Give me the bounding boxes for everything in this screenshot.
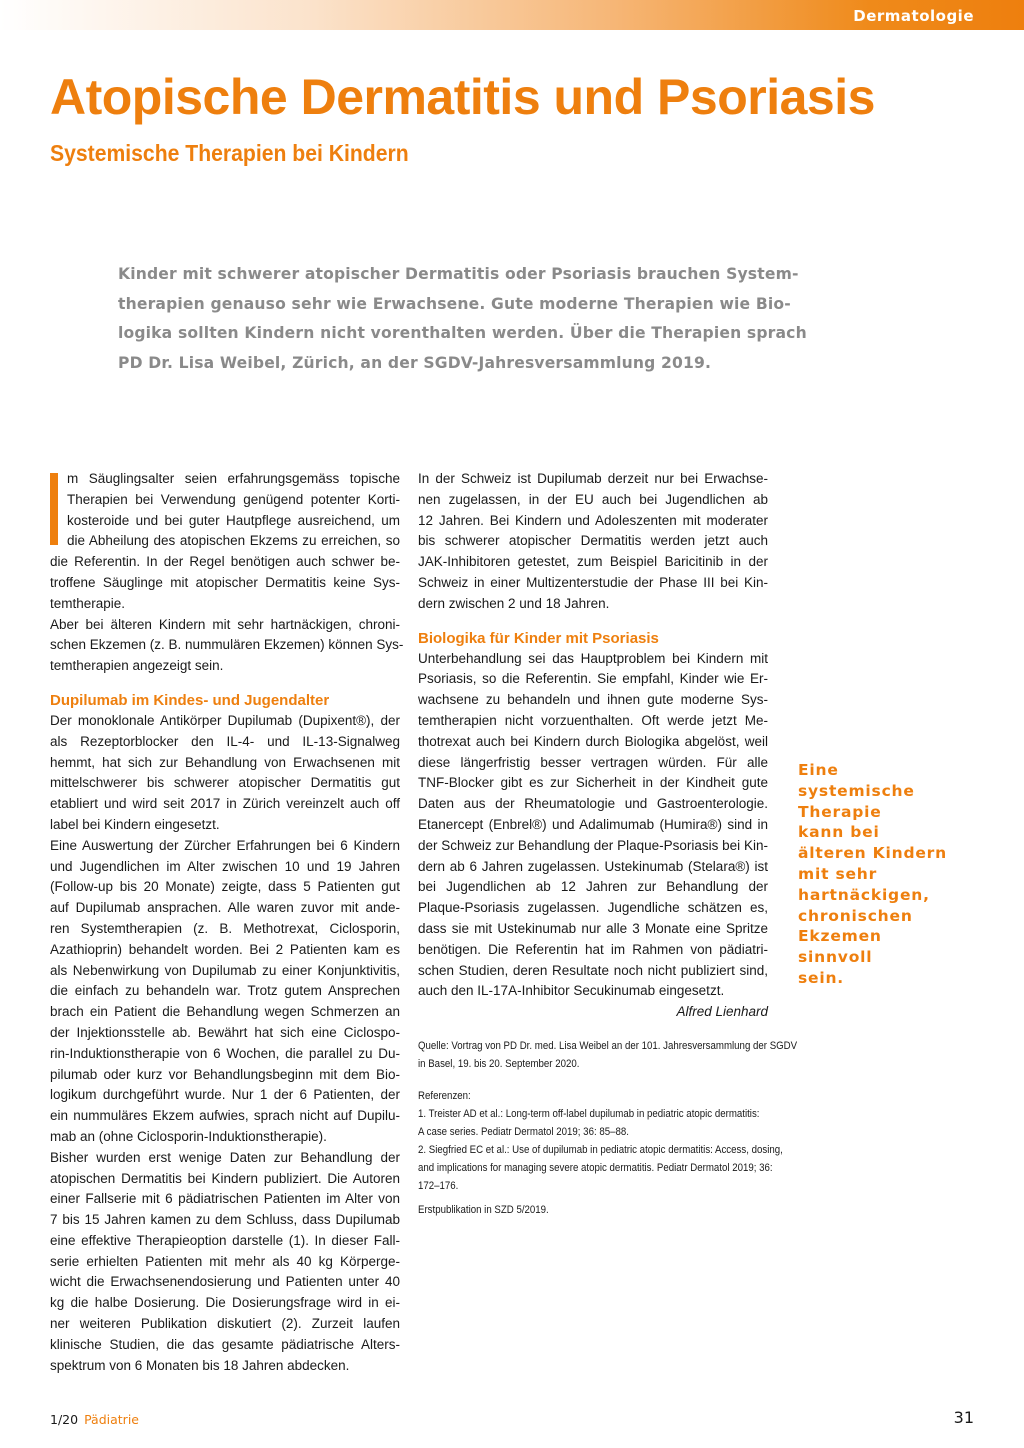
paragraph [418, 649, 768, 1003]
text-line: kg die halbe Dosierung. Die Dosierungsfrage wird in ei- [50, 1295, 400, 1311]
text-line: Bisher wurden erst wenige Daten zur Behandlung der [50, 1149, 400, 1165]
text-line: logika sollten Kindern nicht vorenthalten werden. Über die Therapien sprach [118, 324, 807, 342]
text-line: mit sehr [798, 864, 878, 883]
text-line: Plaque-Psoriasis zugelassen. Jugendliche schätzen es, [418, 900, 768, 916]
text-line: brach ein Patient die Behandlung wegen Schmerzen an [50, 1004, 400, 1020]
text-line: bei Jugendlichen ab 12 Jahren zur Behandlung der [418, 879, 768, 895]
text-line: schen Ekzemen (z. B. nummulären Ekzemen) können Sys- [50, 637, 404, 653]
text-line: 172–176. [418, 1179, 459, 1192]
text-line: Azathioprin) behandelt worden. Bei 2 Patienten kam es [50, 941, 400, 957]
text-line: 2. Siegfried EC et al.: Use of dupilumab in pediatric atopic dermatitis: Access, dosing, [418, 1143, 783, 1156]
text-line: diese längerfristig besser vertragen würden. Für alle [418, 754, 768, 770]
text-line: pilumab oder kurz vor Behandlungsbeginn mit dem Bio- [50, 1066, 400, 1082]
text-line: nen zugelassen, in der EU auch bei Jugendlichen ab [418, 491, 768, 507]
text-line: mittelschwerer bis schwerer atopischer Dermatitis gut [50, 775, 400, 791]
text-line: hemmt, hat sich zur Behandlung von Erwachsenen mit [50, 754, 400, 770]
text-line: sinnvoll [798, 948, 873, 967]
text-line: and implications for managing severe atopic dermatitis. Pediatr Dermatol 2019; 36: [418, 1161, 773, 1174]
text-line: troffene Säuglinge mit atopischer Dermatitis keine Sys- [50, 574, 400, 590]
text-column-right [418, 469, 798, 1219]
text-line: spektrum von 6 Monaten bis 18 Jahren abdecken. [50, 1357, 350, 1373]
pull-quote [798, 760, 998, 989]
text-line: einer Fallserie mit 6 pädiatrischen Patienten im Alter von [50, 1191, 400, 1207]
text-line: 12 Jahren. Bei Kindern und Adoleszenten mit moderater [418, 512, 768, 528]
text-line: wicht die Erwachsenendosierung und Patienten unter 40 [50, 1274, 400, 1290]
text-line: Eine [798, 761, 839, 779]
text-line: in Basel, 19. bis 20. September 2020. [418, 1057, 580, 1070]
text-line: Psoriasis, so die Referentin. Sie empfahl, Kinder wie Er- [418, 671, 768, 687]
text-line: älteren Kindern [798, 844, 947, 863]
text-line: JAK-Inhibitoren getestet, zum Beispiel Baricitinib in der [418, 554, 768, 570]
text-line: benötigen. Die Referentin hat im Rahmen von pädiatri- [418, 941, 768, 957]
text-line: klinische Studien, die das gesamte pädiatrische Alters- [50, 1336, 400, 1352]
paragraph [50, 615, 404, 677]
page-number: 31 [953, 1408, 974, 1427]
text-line: Aber bei älteren Kindern mit sehr hartnäckigen, chroni- [50, 616, 400, 632]
text-line: Unterbehandlung sei das Hauptproblem bei Kindern mit [418, 650, 768, 666]
text-line: bis schwerer atopischer Dermatitis werden jetzt auch [418, 533, 768, 549]
text-line: temtherapien angezeigt sein. [50, 658, 224, 674]
references-list [418, 1087, 783, 1195]
issue-number: 1/20 [50, 1412, 79, 1427]
text-line: die Abheilung des atopischen Ekzems zu erreichen, so [67, 533, 400, 549]
text-line: wachsene zu behandeln und ihnen gute moderne Sys- [418, 692, 768, 708]
text-line: In der Schweiz ist Dupilumab derzeit nur bei Erwachse- [418, 471, 768, 486]
text-line: dern zwischen 2 und 18 Jahren. [418, 595, 610, 611]
text-line: schen Studien, deren Resultate noch nicht publiziert sind, [418, 962, 768, 978]
text-line: chronischen [798, 906, 913, 925]
lead-paragraph [118, 260, 908, 378]
author-signature: Alfred Lienhard [676, 1004, 768, 1020]
text-line: Referenzen: [418, 1089, 471, 1102]
text-line: eine effektive Therapieoption darstelle (1). In dieser Fall- [50, 1232, 400, 1248]
section-heading: Dupilumab im Kindes- und Jugendalter [50, 691, 330, 709]
text-line: Ekzemen [798, 927, 882, 946]
text-line: Quelle: Vortrag von PD Dr. med. Lisa Weibel an der 101. Jahresversammlung der SGDV [418, 1039, 798, 1052]
text-line: auf Dupilumab ansprachen. Alle waren zuvor mit ande- [50, 900, 400, 916]
text-line: PD Dr. Lisa Weibel, Zürich, an der SGDV-Jahresversammlung 2019. [118, 353, 712, 372]
text-line: etabliert und wird seit 2017 in Zürich vereinzelt auch off [50, 796, 400, 812]
paragraph [50, 711, 400, 836]
section-header-bar [0, 0, 1024, 30]
text-line: temtherapie. [50, 595, 126, 611]
text-line: thotrexat auch bei Kindern durch Biologika abgelöst, weil [418, 733, 768, 749]
text-line: 7 bis 15 Jahren kamen zu dem Schluss, dass Dupilumab [50, 1212, 400, 1228]
text-line: kosteroide und bei guter Hautpflege ausreichend, um [67, 512, 400, 528]
paragraph [50, 1148, 400, 1377]
text-line: logikum durchgeführt wurde. Nur 1 der 6 Patienten, der [50, 1087, 400, 1103]
section-label: Dermatologie [853, 7, 974, 25]
text-line: TNF-Blocker gibt es zur Sicherheit in der Kindheit gute [418, 775, 768, 791]
magazine-name: Pädiatrie [84, 1412, 139, 1427]
text-line: Eine Auswertung der Zürcher Erfahrungen bei 6 Kindern [50, 837, 400, 853]
text-line: serie erhielten Patienten mit mehr als 40 kg Körperge- [50, 1253, 400, 1269]
text-line: Der monoklonale Antikörper Dupilumab (Dupixent®), der [50, 712, 400, 728]
paragraph [418, 469, 768, 615]
text-line: die einfach zu behandeln war. Trotz gutem Ansprechen [50, 983, 400, 999]
text-line: ren Systemtherapien (z. B. Methotrexat, Ciclosporin, [50, 920, 400, 936]
text-line: atopischen Dermatitis bei Kindern publiziert. Die Autoren [50, 1170, 400, 1186]
text-line: temtherapien nicht vorzuenthalten. Oft werde jetzt Me- [418, 712, 768, 728]
text-line: sein. [798, 968, 844, 987]
text-line: kann bei [798, 823, 880, 842]
text-line: label bei Kindern eingesetzt. [50, 816, 220, 832]
text-line: ein nummuläres Ekzem aufwies, sprach nicht auf Dupilu- [50, 1108, 400, 1124]
text-line: Schweiz in einer Multizenterstudie der Phase III bei Kin- [418, 574, 768, 590]
intro-paragraph [50, 469, 400, 615]
section-heading: Biologika für Kinder mit Psoriasis [418, 629, 659, 647]
text-line: der Injektionsstelle ab. Bewährt hat sich eine Ciclospo- [50, 1024, 400, 1040]
article-title: Atopische Dermatitis und Psoriasis [50, 69, 875, 125]
footer-issue [50, 1412, 139, 1427]
text-line: auch den IL-17A-Inhibitor Secukinumab eingesetzt. [418, 983, 725, 999]
text-line: ner weiteren Publikation diskutiert (2). Zurzeit laufen [50, 1316, 400, 1332]
drop-cap-bar [50, 473, 58, 545]
source-note [418, 1037, 798, 1073]
text-line: der Schweiz zur Behandlung der Plaque-Psoriasis bei Kin- [418, 837, 768, 853]
article-subtitle: Systemische Therapien bei Kindern [50, 140, 409, 166]
text-line: dass sie mit Ustekinumab nur alle 3 Monate eine Spritze [418, 920, 768, 936]
text-line: als Nebenwirkung von Dupilumab zu einer Konjunktivitis, [50, 962, 400, 978]
text-line: (Follow-up bis 20 Monate) zeigte, dass 5 Patienten gut [50, 879, 400, 895]
text-line: rin-Induktionstherapie von 6 Wochen, die parallel zu Du- [50, 1045, 400, 1061]
text-line: Daten aus der Rheumatologie und Gastroenterologie. [418, 796, 768, 812]
text-line: Therapie [798, 802, 882, 821]
paragraph [50, 836, 400, 1148]
text-line: therapien genauso sehr wie Erwachsene. Gute moderne Therapien wie Bio- [118, 294, 791, 313]
text-line: m Säuglingsalter seien erfahrungsgemäss topische [67, 471, 400, 486]
text-line: die Referentin. In der Regel benötigen auch schwer be- [50, 554, 400, 570]
text-line: A case series. Pediatr Dermatol 2019; 36: 85–88. [418, 1125, 629, 1138]
text-column-left [50, 469, 404, 1376]
text-line: Etanercept (Enbrel®) und Adalimumab (Humira®) sind in [418, 816, 768, 832]
text-line: dern ab 6 Jahren zugelassen. Ustekinumab (Stelara®) ist [418, 858, 768, 874]
text-line: Kinder mit schwerer atopischer Dermatitis oder Psoriasis brauchen System- [118, 265, 799, 283]
first-publication-note: Erstpublikation in SZD 5/2019. [418, 1203, 549, 1216]
text-line: Therapien bei Verwendung genügend potenter Korti- [67, 491, 400, 507]
text-line: hartnäckigen, [798, 885, 930, 904]
text-line: und Jugendlichen im Alter zwischen 10 und 19 Jahren [50, 858, 400, 874]
text-line: mab an (ohne Ciclosporin-Induktionstherapie). [50, 1128, 327, 1144]
text-line: 1. Treister AD et al.: Long-term off-label dupilumab in pediatric atopic dermatitis: [418, 1107, 760, 1120]
text-line: als Rezeptorblocker den IL-4- und IL-13-Signalweg [50, 733, 400, 749]
text-line: systemische [798, 781, 915, 800]
